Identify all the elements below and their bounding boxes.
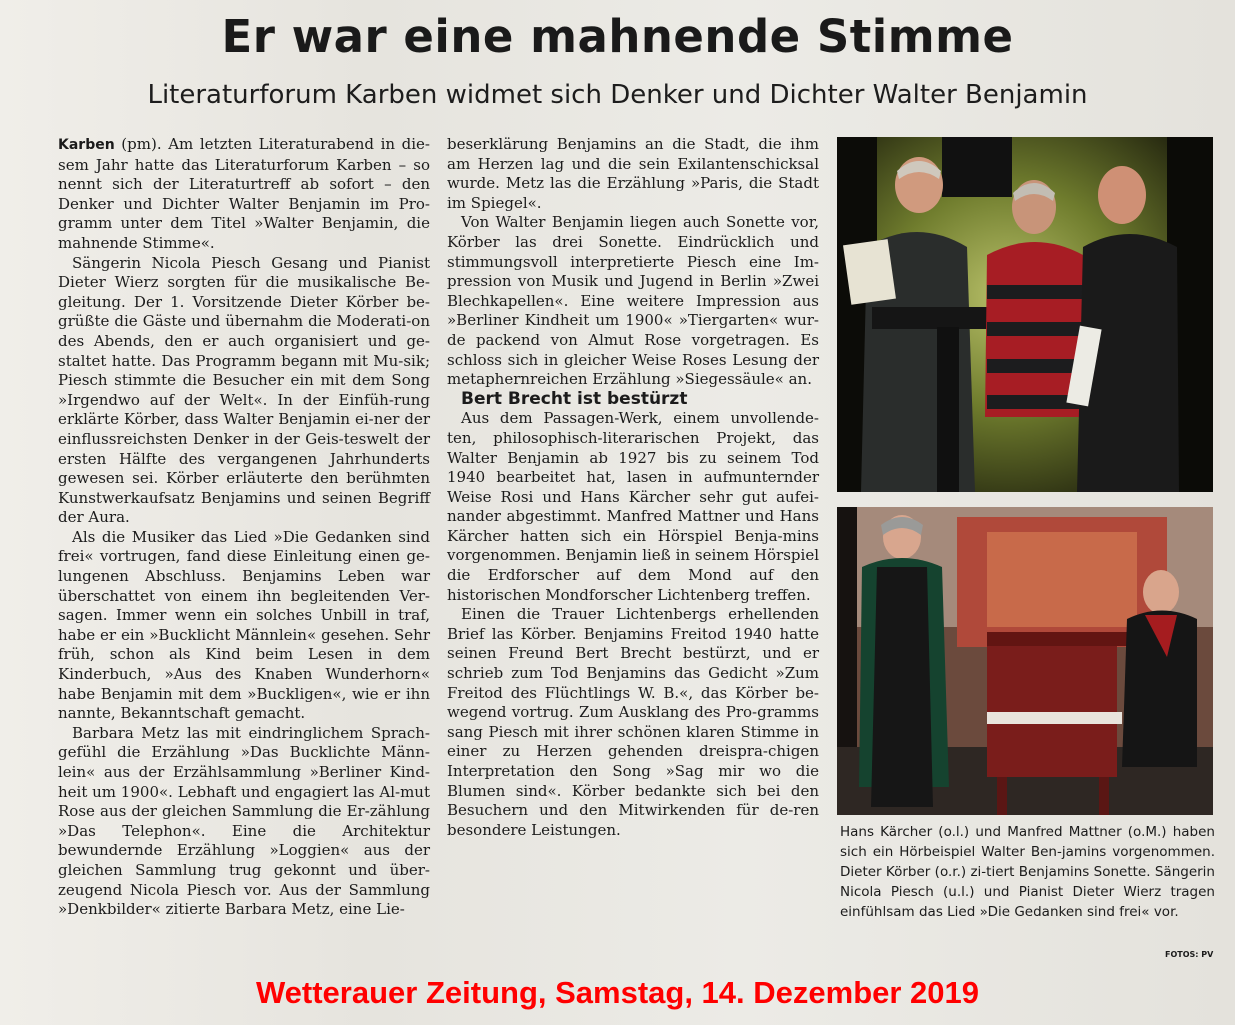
paragraph-5: beserklärung Benjamins an die Stadt, die ihm am Herzen lag und die sein Exilantenschicksal wurde. Metz las die Erzählung »Paris, die Stadt im Spiegel«. bbox=[447, 135, 819, 212]
article-column-1 bbox=[58, 135, 430, 920]
photo-readers bbox=[837, 137, 1213, 492]
source-footer: Wetterauer Zeitung, Samstag, 14. Dezember 2019 bbox=[255, 975, 980, 1010]
paragraph-8: Einen die Trauer Lichtenbergs erhellenden Brief las Körber. Benjamins Freitod 1940 hatte seinen Freund Bert Brecht bestürzt, und er schrieb zum Tod Benjamins das Gedicht »Zum Freitod des Flüchtlings W. B.«, das Körber be-wegend vortrug. Zum Ausklang des Pro-gramms sang Piesch mit ihrer schönen klaren Stimme in einer zu Herzen gehenden dreispra-chigen Interpretation den Song »Sag mir wo die Blumen sind«. Körber bedankte sich bei den Besuchern und den Mitwirkenden für de-ren besondere Leistungen. bbox=[447, 605, 819, 839]
photo-caption: Hans Kärcher (o.l.) und Manfred Mattner (o.M.) haben sich ein Hörbeispiel Walter Ben-jamins vorgenommen. Dieter Körber (o.r.) zi-tiert Benjamins Sonette. Sängerin Nicola Piesch (u.l.) und Pianist Dieter Wierz tragen einfühlsam das Lied »Die Gedanken sind frei« vor. bbox=[840, 824, 1215, 920]
subheadline: Literaturforum Karben widmet sich Denker und Dichter Walter Benjamin bbox=[147, 80, 1088, 110]
photo-singer-pianist bbox=[837, 507, 1213, 815]
kicker: Karben bbox=[58, 137, 115, 153]
paragraph-1 bbox=[58, 135, 430, 254]
section-subhead: Bert Brecht ist bestürzt bbox=[461, 388, 688, 409]
paragraph-7: Aus dem Passagen-Werk, einem unvollende-ten, philosophisch-literarischen Projekt, das Walter Benjamin ab 1927 bis zu seinem Tod 1940 bearbeitet hat, lasen in aufmunternder Weise Rosi und Hans Kärcher sehr gut aufei-nander abgestimmt. Manfred Mattner und Hans Kärcher hatten sich ein Hörspiel Benja-mins vorgenommen. Benjamin ließ in seinem Hörspiel die Erdforscher auf dem Mond auf den historischen Mondforscher Lichtenberg treffen. bbox=[447, 409, 819, 604]
paragraph-4: Barbara Metz las mit eindringlichem Sprach-gefühl die Erzählung »Das Bucklichte Männ-lein« aus der Erzählsammlung »Berliner Kind-heit um 1900«. Lebhaft und engagiert las Al-mut Rose aus der gleichen Sammlung die Er-zählung »Das Telephon«. Eine die Architektur bewundernde Erzählung »Loggien« aus der gleichen Sammlung trug gekonnt und über-zeugend Nicola Piesch vor. Aus der Sammlung »Denkbilder« zitierte Barbara Metz, eine Lie- bbox=[58, 723, 430, 919]
paragraph-1-text: (pm). Am letzten Literaturabend in die-sem Jahr hatte das Literaturforum Karben – so nennt sich der Literaturtreff ab sofort – den Denker und Dichter Walter Benjamin im Pro-gramm unter dem Titel »Walter Benjamin, die mahnende Stimme«. bbox=[58, 135, 430, 252]
paragraph-2: Sängerin Nicola Piesch Gesang und Pianist Dieter Wierz sorgten für die musikalische Be-gleitung. Der 1. Vorsitzende Dieter Körber be-grüßte die Gäste und übernahm die Moderati-on des Abends, den er auch organisiert und ge-staltet hatte. Das Programm begann mit Mu-sik; Piesch stimmte die Besucher ein mit dem Song »Irgendwo auf der Welt«. In der Einfüh-rung erklärte Körber, dass Walter Benjamin ei-ner der einflussreichsten Denker in der Geis-teswelt der ersten Hälfte des vergangenen Jahrhunderts gewesen sei. Körber erläuterte den berühmten Kunstwerkaufsatz Benjamins und seinen Begriff der Aura. bbox=[58, 253, 430, 527]
photo-credit: FOTOS: PV bbox=[1165, 950, 1214, 959]
article-column-2 bbox=[447, 135, 819, 840]
headline: Er war eine mahnende Stimme bbox=[221, 10, 1014, 63]
paragraph-3: Als die Musiker das Lied »Die Gedanken sind frei« vortrugen, fand diese Einleitung einen ge-lungenen Abschluss. Benjamins Leben war überschattet von einem ihn begleitenden Ver-sagen. Immer wenn ein solches Unbill in traf, habe er ein »Bucklicht Männlein« gesehen. Sehr früh, schon als Kind beim Lesen in dem Kinderbuch, »Aus des Knaben Wunderhorn« habe Benjamin mit dem »Buckligen«, wie er ihn nannte, Bekanntschaft gemacht. bbox=[58, 527, 430, 723]
paragraph-6: Von Walter Benjamin liegen auch Sonette vor, Körber las drei Sonette. Eindrücklich und stimmungsvoll interpretierte Piesch eine Im-pression von Musik und Jugend in Berlin »Zwei Blechkapellen«. Eine weitere Impression aus »Berliner Kindheit um 1900« »Tiergarten« wur-de packend von Almut Rose vorgetragen. Es schloss sich in gleicher Weise Roses Lesung der metaphernreichen Erzählung »Siegessäule« an. bbox=[447, 213, 819, 389]
